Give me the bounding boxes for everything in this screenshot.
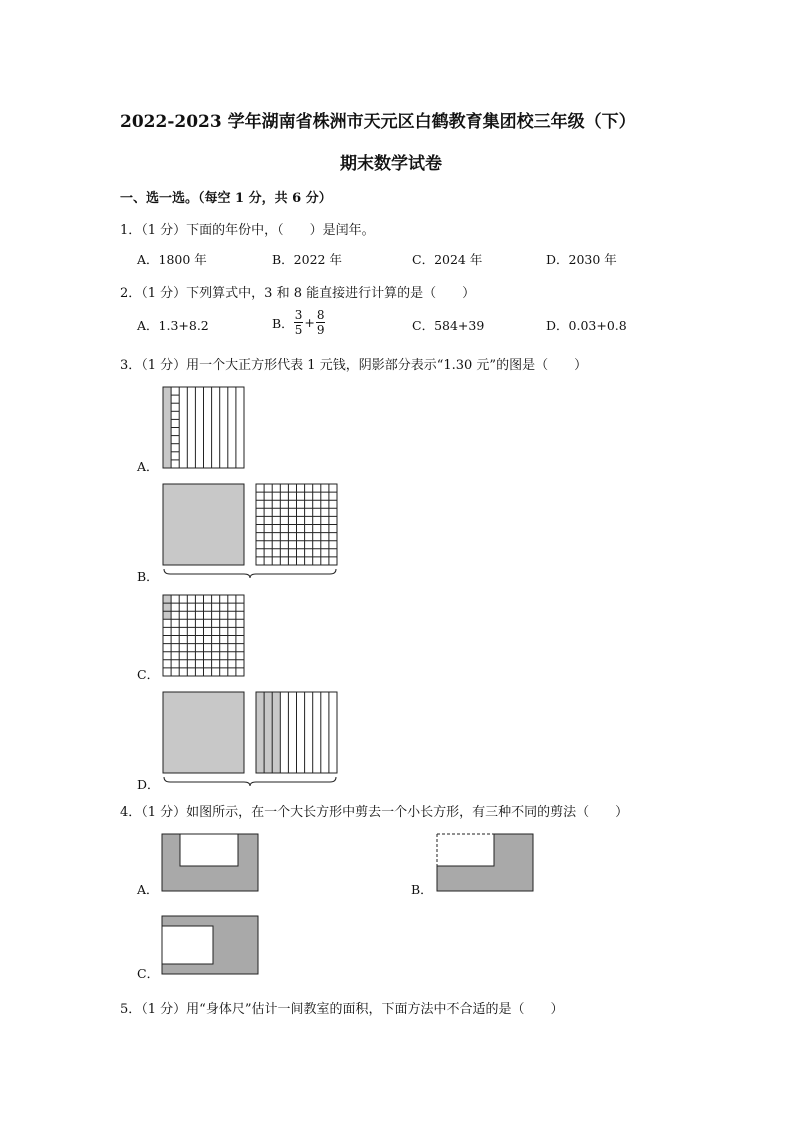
fraction-denominator: 9 [316, 323, 325, 337]
q3-option-d-label[interactable]: D． [137, 777, 160, 792]
q3-figure-a [162, 386, 246, 470]
q4-figure-b [436, 833, 536, 893]
fraction-numerator: 3 [294, 308, 303, 322]
q3-figure-d [162, 691, 340, 787]
q2-option-b-label: B． [272, 315, 294, 331]
q4-option-b-label[interactable]: B． [411, 882, 433, 897]
fraction-3-5 [294, 308, 304, 337]
q3-figure-c [162, 594, 246, 678]
q3-option-b-label[interactable]: B． [137, 569, 159, 584]
question-2-text: 2．（1 分）下列算式中，3 和 8 能直接进行计算的是（ ） [120, 286, 476, 301]
page-title-line1: 2022-2023 学年湖南省株洲市天元区白鹤教育集团校三年级（下） [120, 112, 636, 132]
page-title-line2: 期末数学试卷 [340, 154, 442, 174]
q4-figure-a [161, 833, 261, 893]
question-3-text: 3．（1 分）用一个大正方形代表 1 元钱，阴影部分表示“1.30 元”的图是（ ） [120, 358, 588, 373]
q1-option-b[interactable]: B．2022 年 [272, 252, 342, 267]
question-5-text: 5．（1 分）用“身体尺”估计一间教室的面积，下面方法中不合适的是（ ） [120, 1002, 564, 1017]
q1-option-d[interactable]: D．2030 年 [546, 252, 617, 267]
fraction-numerator: 8 [316, 308, 325, 322]
q3-figure-b [162, 483, 340, 579]
q3-option-a-label[interactable]: A． [137, 459, 159, 474]
q3-option-c-label[interactable]: C． [137, 667, 160, 682]
question-4-text: 4．（1 分）如图所示，在一个大长方形中剪去一个小长方形，有三种不同的剪法（ ） [120, 805, 629, 820]
q2-option-d[interactable]: D．0.03+0.8 [546, 318, 627, 333]
fraction-denominator: 5 [294, 323, 303, 337]
section-header-1: 一、选一选。（每空 1 分，共 6 分） [120, 191, 332, 206]
q4-option-a-label[interactable]: A． [137, 882, 159, 897]
q1-option-c[interactable]: C．2024 年 [412, 252, 483, 267]
plus-sign: + [304, 315, 315, 330]
fraction-8-9 [316, 308, 326, 337]
q4-figure-c [161, 915, 261, 977]
q2-option-c[interactable]: C．584+39 [412, 318, 485, 333]
q1-option-a[interactable]: A．1800 年 [137, 252, 207, 267]
question-1-text: 1．（1 分）下面的年份中，（ ）是闰年。 [120, 223, 375, 238]
q2-option-b[interactable] [272, 308, 325, 337]
q2-option-a[interactable]: A．1.3+8.2 [137, 318, 209, 333]
q4-option-c-label[interactable]: C． [137, 966, 160, 981]
